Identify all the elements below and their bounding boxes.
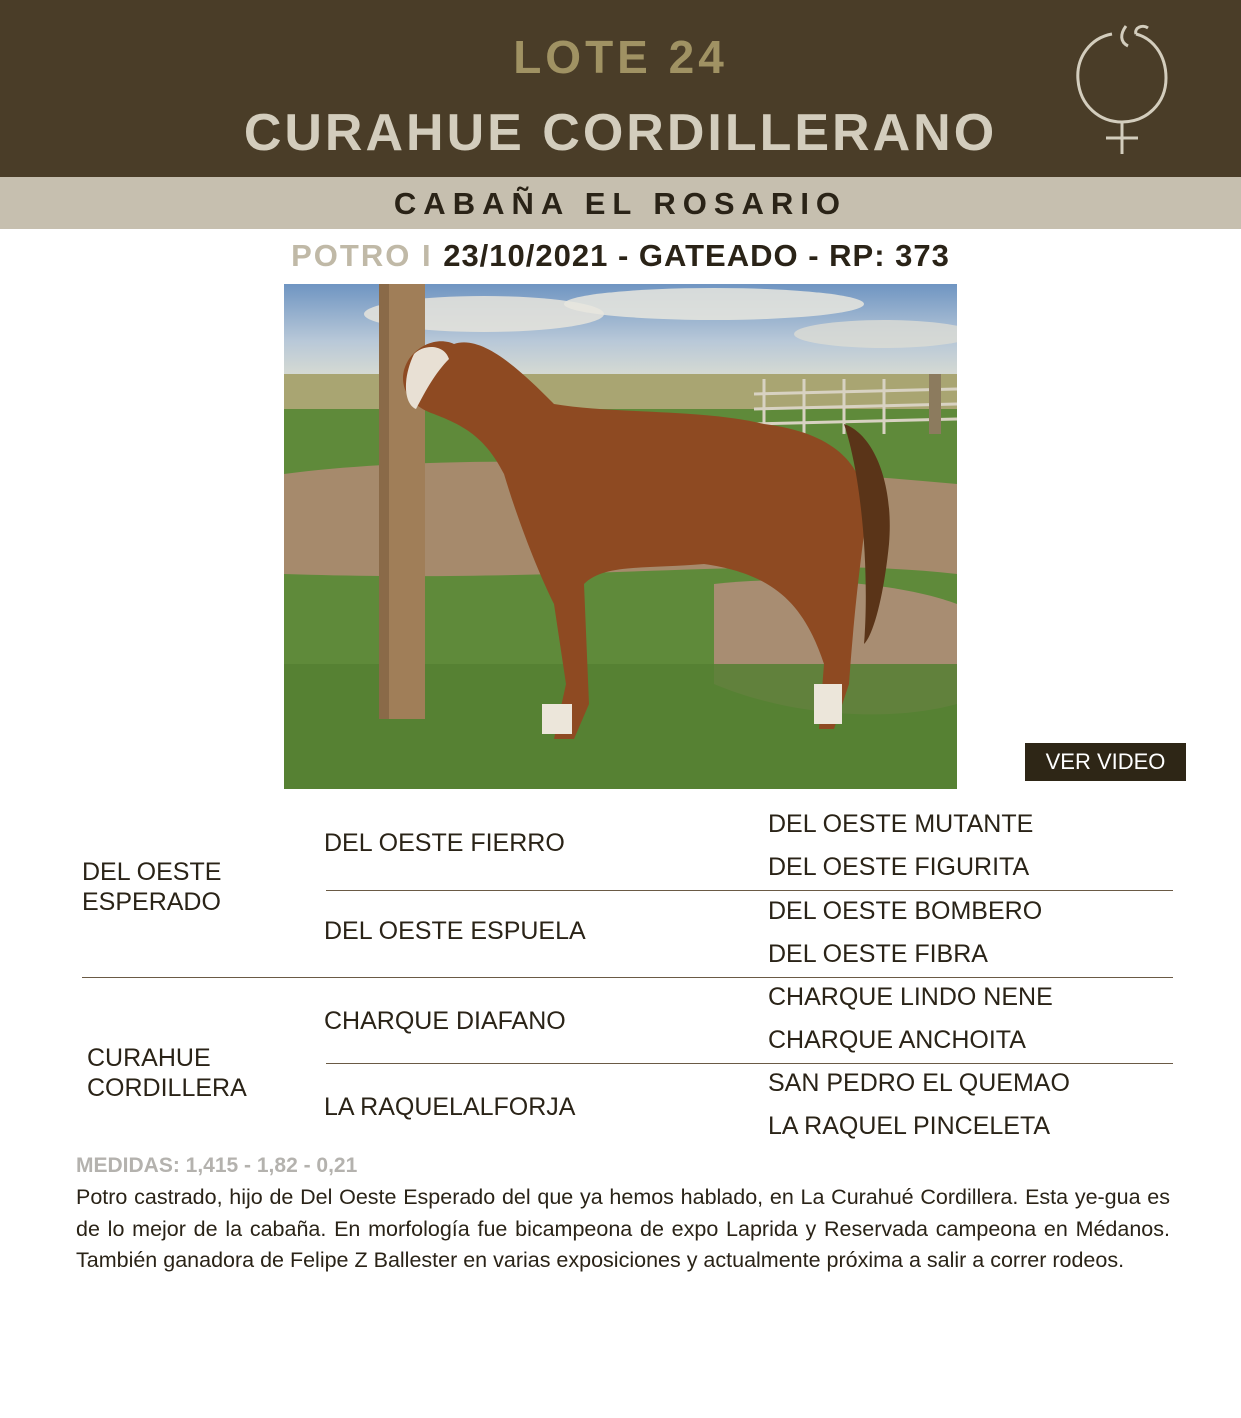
lot-number: LOTE 24 — [513, 31, 728, 83]
sire-dam-dam-name: DEL OESTE FIBRA — [768, 940, 988, 968]
sire-name — [82, 857, 221, 917]
ver-video-button[interactable]: VER VIDEO — [1025, 743, 1186, 781]
sire-sire-sire-name: DEL OESTE MUTANTE — [768, 810, 1034, 838]
animal-details: 23/10/2021 - GATEADO - RP: 373 — [443, 238, 950, 273]
dam-line-1: CURAHUE — [87, 1044, 211, 1072]
dam-sire-dam-name: CHARQUE ANCHOITA — [768, 1026, 1026, 1054]
pedigree-divider — [326, 890, 1173, 891]
description-paragraph: Potro castrado, hijo de Del Oeste Esperado del que ya hemos hablado, en La Curahué Cordillera. Esta ye-gua es de lo mejor de la cabaña. En morfología fue bicampeona de expo Laprida y Reservada campeona en Médanos. También ganadora de Felipe Z Ballester en varias exposiciones y actualmente próxima a salir a correr rodeos. — [76, 1185, 1170, 1272]
pedigree-divider-main — [82, 977, 1173, 978]
dam-dam-dam-name: LA RAQUEL PINCELETA — [768, 1112, 1051, 1140]
dam-sire-sire-name: CHARQUE LINDO NENE — [768, 983, 1053, 1011]
breeder-name: CABAÑA EL ROSARIO — [0, 177, 1241, 229]
sire-line-2: ESPERADO — [82, 888, 221, 916]
dam-line-2: CORDILLERA — [87, 1074, 247, 1102]
dam-dam-name: LA RAQUELALFORJA — [324, 1093, 576, 1121]
horse-photo — [284, 284, 957, 789]
pedigree-divider — [326, 1063, 1173, 1064]
measurements: MEDIDAS: 1,415 - 1,82 - 0,21 — [76, 1154, 358, 1177]
animal-kind: POTRO — [291, 238, 412, 273]
animal-info — [0, 238, 1241, 274]
info-separator: I — [411, 238, 444, 273]
header-band — [0, 0, 1241, 177]
sire-line-1: DEL OESTE — [82, 858, 222, 886]
sire-dam-sire-name: DEL OESTE BOMBERO — [768, 897, 1043, 925]
animal-name: CURAHUE CORDILLERANO — [243, 104, 998, 162]
sire-sire-dam-name: DEL OESTE FIGURITA — [768, 853, 1030, 881]
dam-dam-sire-name: SAN PEDRO EL QUEMAO — [768, 1069, 1070, 1097]
dam-sire-name: CHARQUE DIAFANO — [324, 1007, 566, 1035]
sire-sire-name: DEL OESTE FIERRO — [324, 829, 565, 857]
female-symbol-brand-icon — [1070, 20, 1174, 160]
sire-dam-name: DEL OESTE ESPUELA — [324, 917, 586, 945]
dam-name — [87, 1043, 247, 1103]
